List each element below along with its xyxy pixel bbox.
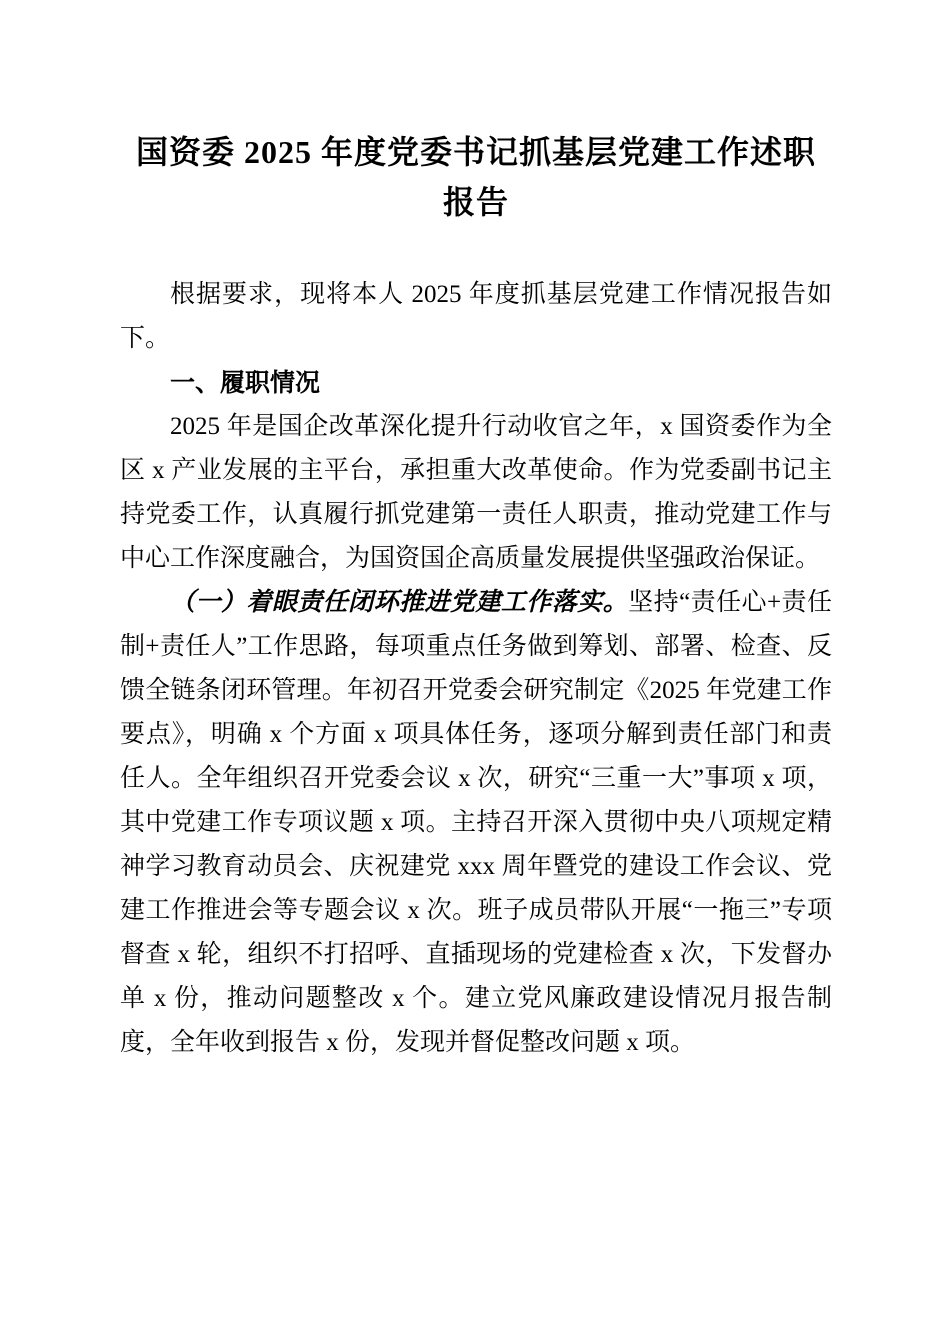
intro-paragraph: 根据要求，现将本人 2025 年度抓基层党建工作情况报告如下。 bbox=[120, 281, 832, 353]
paragraph-2-text: 坚持“责任心+责任制+责任人”工作思路，每项重点任务做到筹划、部署、检查、反馈全链条闭环管理。年初召开党委会研究制定《2025 年党建工作要点》，明确 x 个方面 x 项具体任务，逐项分解到责任部门和责任人。全年组织召开党委会议 x 次，研究“三重一大”事项 x 项，其中党建工作专项议题 x 项。主持召开深入贯彻中央八项规定精神学习教育动员会、庆祝建党 xxx 周年暨党的建设工作会议、党建工作推进会等专题会议 x 次。班子成员带队开展“一拖三”专项督查 x 轮，组织不打招呼、直插现场的党建检查 x 次，下发督办单 x 份，推动问题整改 x 个。建立党风廉政建设情况月报告制度，全年收到报告 x 份，发现并督促整改问题 x 项。 bbox=[120, 589, 832, 1057]
paragraph-2-lead: （一）着眼责任闭环推进党建工作落实。 bbox=[170, 589, 629, 617]
body-paragraph-2 bbox=[120, 581, 832, 1065]
section-heading-1: 一、履职情况 bbox=[170, 369, 321, 398]
document-title: 国资委 2025 年度党委书记抓基层党建工作述职报告 bbox=[135, 134, 816, 220]
body-paragraph-1: 2025 年是国企改革深化提升行动收官之年，x 国资委作为全区 x 产业发展的主平台，承担重大改革使命。作为党委副书记主持党委工作，认真履行抓党建第一责任人职责，推动党建工作与中心工作深度融合，为国资国企高质量发展提供坚强政治保证。 bbox=[120, 413, 832, 573]
